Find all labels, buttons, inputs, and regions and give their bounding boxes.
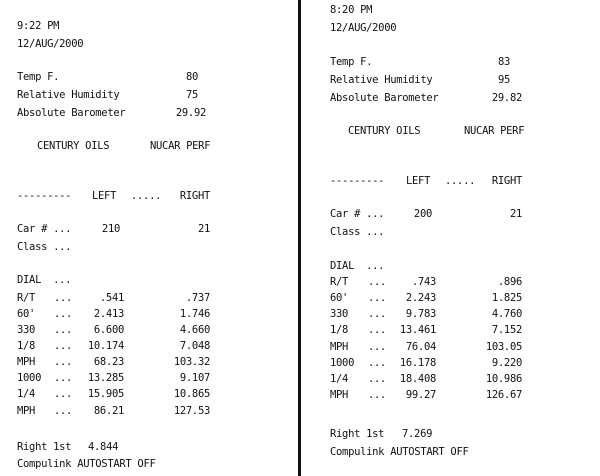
row-right-value: 103.05 [485, 341, 522, 353]
row-dots: ... [54, 372, 73, 384]
lane-left-name: CENTURY OILS [348, 125, 421, 137]
row-left-value: 2.413 [93, 308, 124, 320]
row-label: 330 [330, 308, 349, 320]
row-dots: ... [368, 324, 387, 336]
row-label: 330 [17, 324, 36, 336]
lane-right-name: NUCAR PERF [150, 140, 211, 152]
row-dots: ... [368, 276, 387, 288]
row-right-value: 4.760 [491, 308, 522, 320]
row-label: R/T [330, 276, 349, 288]
row-label: 1000 [330, 357, 355, 369]
barometer-label: Absolute Barometer [330, 92, 439, 104]
row-left-value: 15.905 [87, 388, 124, 400]
row-right-value: 9.107 [179, 372, 210, 384]
row-dots: ... [54, 292, 73, 304]
row-label: R/T [17, 292, 36, 304]
row-right-value: .737 [185, 292, 210, 304]
temp-value: 80 [185, 71, 198, 83]
dial-label: DIAL ... [17, 274, 72, 286]
first-value: 4.844 [88, 441, 119, 453]
first-value: 7.269 [402, 428, 433, 440]
barometer-label: Absolute Barometer [17, 107, 126, 119]
row-dots: ... [368, 389, 387, 401]
row-label: 1/8 [330, 324, 349, 336]
car-left: 210 [101, 223, 120, 235]
row-right-value: 9.220 [491, 357, 522, 369]
row-right-value: 10.986 [485, 373, 522, 385]
header-right: RIGHT [179, 190, 210, 202]
row-left-value: .541 [99, 292, 124, 304]
row-left-value: 18.408 [399, 373, 436, 385]
car-label: Car # ... [17, 223, 72, 235]
row-left-value: 86.21 [93, 405, 124, 417]
row-left-value: 99.27 [405, 389, 436, 401]
car-left: 200 [413, 208, 432, 220]
row-left-value: 76.04 [405, 341, 436, 353]
class-label: Class ... [330, 226, 385, 238]
timeslip-right [306, 0, 600, 476]
humidity-label: Relative Humidity [330, 74, 433, 86]
header-left: LEFT [92, 190, 117, 202]
row-left-value: 13.285 [87, 372, 124, 384]
row-label: 1/4 [330, 373, 349, 385]
row-dots: ... [54, 308, 73, 320]
time: 9:22 PM [17, 20, 60, 32]
row-label: MPH [330, 389, 349, 401]
row-dots: ... [368, 341, 387, 353]
row-label: MPH [17, 405, 36, 417]
barometer-value: 29.92 [175, 107, 206, 119]
car-right: 21 [197, 223, 210, 235]
humidity-label: Relative Humidity [17, 89, 120, 101]
time: 8:20 PM [330, 4, 373, 16]
row-left-value: 9.783 [405, 308, 436, 320]
row-right-value: 7.048 [179, 340, 210, 352]
row-label: 1/8 [17, 340, 36, 352]
row-left-value: .743 [411, 276, 436, 288]
row-label: 1/4 [17, 388, 36, 400]
timeslip-left [0, 0, 298, 476]
row-right-value: 7.152 [491, 324, 522, 336]
lane-right-name: NUCAR PERF [464, 125, 525, 137]
temp-label: Temp F. [17, 71, 60, 83]
car-label: Car # ... [330, 208, 385, 220]
row-dots: ... [368, 308, 387, 320]
row-right-value: 103.32 [173, 356, 210, 368]
row-left-value: 68.23 [93, 356, 124, 368]
dial-label: DIAL ... [330, 260, 385, 272]
date: 12/AUG/2000 [17, 38, 84, 50]
barometer-value: 29.82 [491, 92, 522, 104]
row-dots: ... [54, 388, 73, 400]
row-dots: ... [54, 405, 73, 417]
row-dots: ... [54, 324, 73, 336]
car-right: 21 [509, 208, 522, 220]
row-label: MPH [17, 356, 36, 368]
row-right-value: 4.660 [179, 324, 210, 336]
humidity-value: 75 [185, 89, 198, 101]
date: 12/AUG/2000 [330, 22, 397, 34]
row-dots: ... [368, 357, 387, 369]
header-dashes: --------- [330, 175, 385, 187]
first-label: Right 1st [17, 441, 72, 453]
row-left-value: 2.243 [405, 292, 436, 304]
first-label: Right 1st [330, 428, 385, 440]
header-dots: ..... [445, 175, 476, 187]
row-right-value: 1.825 [491, 292, 522, 304]
class-label: Class ... [17, 241, 72, 253]
footer-text: Compulink AUTOSTART OFF [330, 446, 469, 458]
header-left: LEFT [406, 175, 431, 187]
row-dots: ... [54, 356, 73, 368]
header-right: RIGHT [491, 175, 522, 187]
row-label: 1000 [17, 372, 42, 384]
row-dots: ... [54, 340, 73, 352]
row-right-value: 10.865 [173, 388, 210, 400]
row-left-value: 16.178 [399, 357, 436, 369]
row-right-value: .896 [497, 276, 522, 288]
lane-left-name: CENTURY OILS [37, 140, 110, 152]
row-right-value: 127.53 [173, 405, 210, 417]
row-label: MPH [330, 341, 349, 353]
row-left-value: 13.461 [399, 324, 436, 336]
temp-value: 83 [497, 56, 510, 68]
header-dashes: --------- [17, 190, 72, 202]
row-left-value: 10.174 [87, 340, 124, 352]
row-right-value: 126.67 [485, 389, 522, 401]
row-dots: ... [368, 292, 387, 304]
row-right-value: 1.746 [179, 308, 210, 320]
row-left-value: 6.600 [93, 324, 124, 336]
header-dots: ..... [131, 190, 162, 202]
row-dots: ... [368, 373, 387, 385]
temp-label: Temp F. [330, 56, 373, 68]
row-label: 60' [17, 308, 36, 320]
footer-text: Compulink AUTOSTART OFF [17, 458, 156, 470]
humidity-value: 95 [497, 74, 510, 86]
row-label: 60' [330, 292, 349, 304]
